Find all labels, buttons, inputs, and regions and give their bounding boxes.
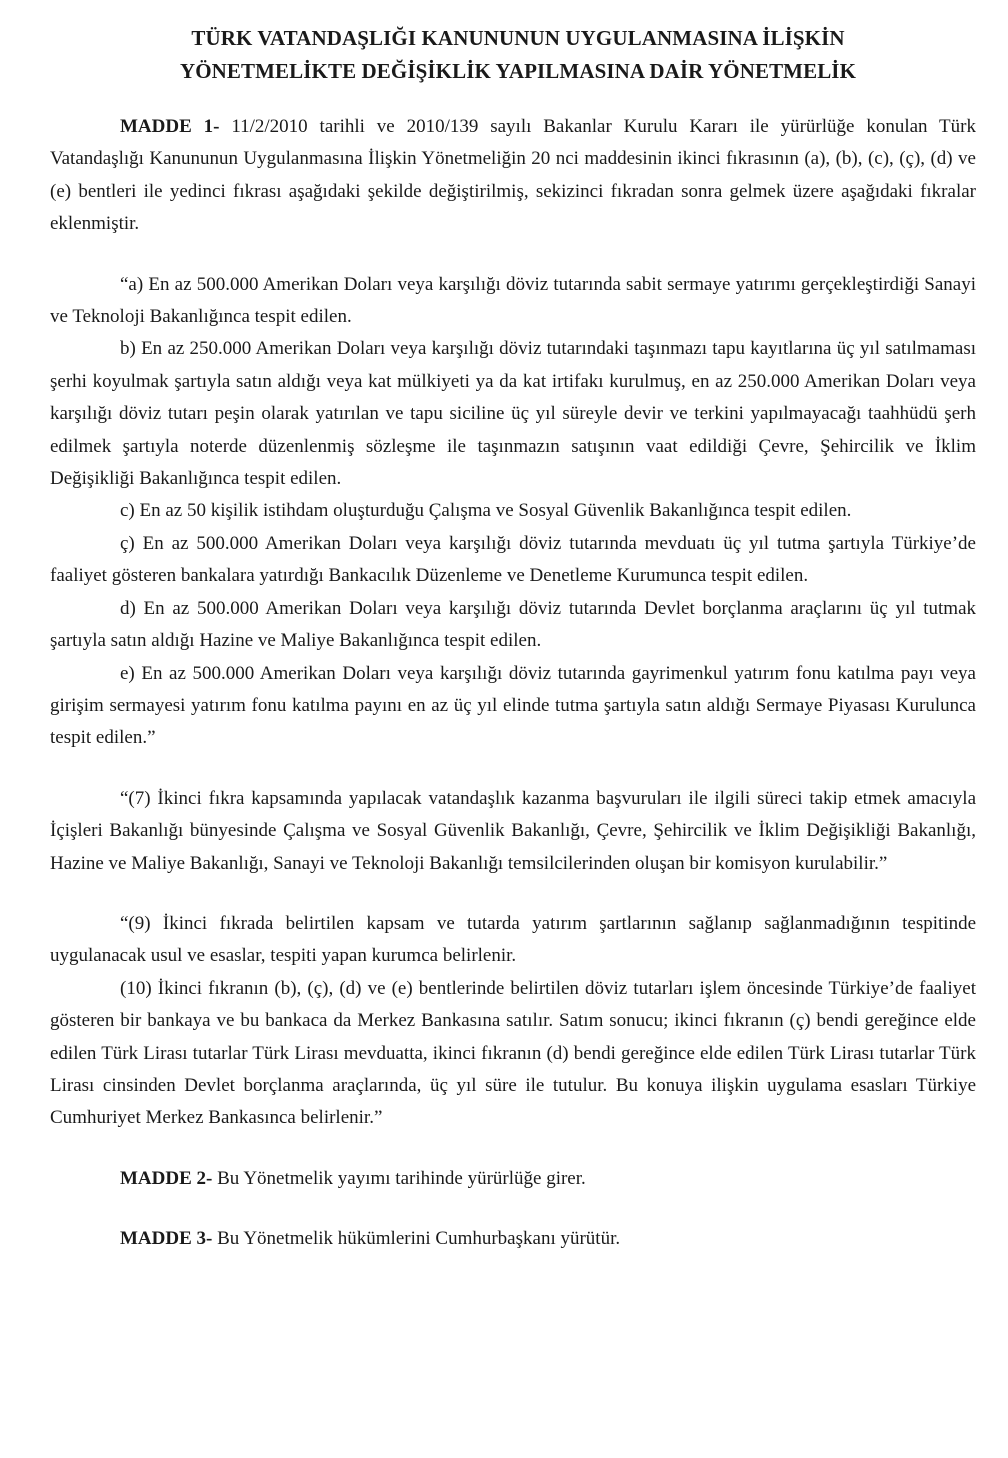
title-line-1: TÜRK VATANDAŞLIĞI KANUNUNUN UYGULANMASINA İLİŞKİN: [191, 26, 845, 50]
madde-3-paragraph: [50, 1223, 976, 1255]
madde-1-heading: MADDE 1-: [120, 116, 220, 137]
bent-d-paragraph: d) En az 500.000 Amerikan Doları veya karşılığı döviz tutarında Devlet borçlanma araçlarını üç yıl tutmak şartıyla satın aldığı Hazine ve Maliye Bakanlığınca tespit edilen.: [50, 597, 976, 652]
bent-cc-paragraph: ç) En az 500.000 Amerikan Doları veya karşılığı döviz tutarında mevduatı üç yıl tutma şartıyla Türkiye’de faaliyet gösteren bankalara yatırdığı Bankacılık Düzenleme ve Denetleme Kurumunca tespit edilen.: [50, 532, 976, 587]
madde-2-heading: MADDE 2-: [120, 1167, 213, 1189]
bent-e-paragraph: e) En az 500.000 Amerikan Doları veya karşılığı döviz tutarında gayrimenkul yatırım fonu katılma payı veya girişim sermayesi yatırım fonu katılma payını en az üç yıl elinde tutma şartıyla satın aldığı Sermaye Piyasası Kurulunca tespit edilen.”: [50, 662, 976, 749]
fikra-9-paragraph: “(9) İkinci fıkrada belirtilen kapsam ve tutarda yatırım şartlarının sağlanıp sağlanmadığının tespitinde uygulanacak usul ve esaslar, tespiti yapan kurumca belirlenir.: [50, 912, 976, 967]
bent-a-paragraph: “a) En az 500.000 Amerikan Doları veya karşılığı döviz tutarında sabit sermaye yatırımı gerçekleştirdiği Sanayi ve Teknoloji Bakanlığınca tespit edilen.: [50, 273, 976, 328]
bent-c-paragraph: c) En az 50 kişilik istihdam oluşturduğu Çalışma ve Sosyal Güvenlik Bakanlığınca tespit edilen.: [120, 500, 852, 522]
title-line-2: YÖNETMELİKTE DEĞİŞİKLİK YAPILMASINA DAİR YÖNETMELİK: [179, 59, 857, 83]
fikra-7-paragraph: “(7) İkinci fıkra kapsamında yapılacak vatandaşlık kazanma başvuruları ile ilgili süreci takip etmek amacıyla İçişleri Bakanlığı bünyesinde Çalışma ve Sosyal Güvenlik Bakanlığı, Çevre, Şehircilik ve İklim Değişikliği Bakanlığı, Hazine ve Maliye Bakanlığı, Sanayi ve Teknoloji Bakanlığı temsilcilerinden oluşan bir komisyon kurulabilir.”: [50, 787, 976, 874]
madde-1-text: 11/2/2010 tarihli ve 2010/139 sayılı Bakanlar Kurulu Kararı ile yürürlüğe konulan Türk Vatandaşlığı Kanununun Uygulanmasına İlişkin Yönetmeliğin 20 nci maddesinin ikinci fıkrasının (a), (b), (c), (ç), (d) ve (e) bentleri ile yedinci fıkrası aşağıdaki şekilde değiştirilmiş, sekizinci fıkradan sonra gelmek üzere aşağıdaki fıkralar eklenmiştir.: [50, 116, 976, 235]
fikra-10-paragraph: (10) İkinci fıkranın (b), (ç), (d) ve (e) bentlerinde belirtilen döviz tutarları işlem öncesinde Türkiye’de faaliyet gösteren bir bankaya ve bu bankaca da Merkez Bankasına satılır. Satım sonucu; ikinci fıkranın (ç) bendi gereğince elde edilen Türk Lirası tutarlar Türk Lirası mevduatta, ikinci fıkranın (d) bendi gereğince elde edilen Türk Lirası tutarlar Türk Lirası cinsinden Devlet borçlanma araçlarında, üç yıl süre ile tutulur. Bu konuya ilişkin uygulama esasları Türkiye Cumhuriyet Merkez Bankasınca belirlenir.”: [50, 977, 976, 1129]
madde-1-paragraph: [50, 111, 976, 241]
bent-b-paragraph: b) En az 250.000 Amerikan Doları veya karşılığı döviz tutarındaki taşınmazı tapu kayıtlarına üç yıl satılmaması şerhi koyulmak şartıyla satın aldığı veya kat mülkiyeti ya da kat irtifakı kurulmuş, en az 250.000 Amerikan Doları veya karşılığı döviz tutarı peşin olarak yatırılan ve tapu siciline üç yıl süreyle devir ve terkini yapılmayacağı taahhüdü şerh edilmek şartıyla noterde düzenlenmiş sözleşme ile taşınmazın satışının vaat edildiği Çevre, Şehircilik ve İklim Değişikliği Bakanlığınca tespit edilen.: [50, 338, 976, 490]
madde-3-text: Bu Yönetmelik hükümlerini Cumhurbaşkanı yürütür.: [212, 1228, 621, 1250]
document-title: [50, 22, 976, 88]
madde-2-paragraph: [50, 1163, 976, 1195]
madde-3-heading: MADDE 3-: [120, 1228, 213, 1250]
madde-2-text: Bu Yönetmelik yayımı tarihinde yürürlüğe girer.: [212, 1167, 586, 1189]
